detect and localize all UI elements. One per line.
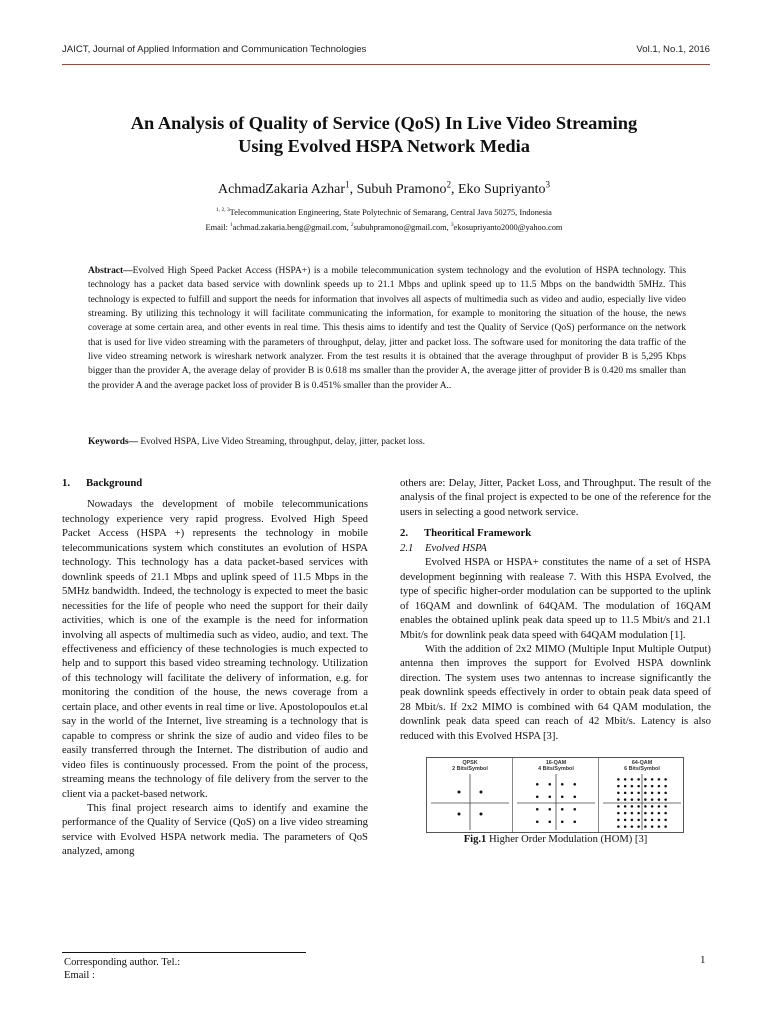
running-head [62, 44, 710, 60]
constellation-point [644, 819, 647, 822]
email-2: subuhpramono@gmail.com, [353, 223, 451, 232]
volume-info: Vol.1, No.1, 2016 [636, 44, 710, 55]
author-sep: , [349, 182, 357, 197]
section-1-paragraph-2: This final project research aims to identify and examine the performance of the Quality of Service (QoS) on a live video streaming service with Evolved HSPA network media. The parameters of QoS analyzed, among [62, 801, 368, 858]
constellation-point [651, 819, 654, 822]
email-3: ekosupriyanto2000@yahoo.com [453, 223, 563, 232]
constellation-point [548, 808, 551, 811]
constellation-point [617, 785, 620, 788]
email-sup-3: 3 [450, 222, 454, 229]
constellation-point [631, 799, 634, 802]
subsection-2-1-title: Evolved HSPA [425, 541, 487, 554]
constellation-point [644, 778, 647, 781]
affiliation-sups: 1, 2, 3 [216, 207, 230, 214]
spacer [62, 490, 368, 497]
constellation-point [536, 821, 539, 824]
author-3-sup: 3 [545, 179, 551, 190]
constellation-point [617, 792, 620, 795]
constellation-point [651, 792, 654, 795]
author-1: AchmadZakaria Azhar [217, 182, 346, 197]
constellation-point [637, 812, 640, 815]
constellation-point [617, 799, 620, 802]
section-1-paragraph-3: others are: Delay, Jitter, Packet Loss, and Throughput. The result of the analysis of the final project is expected to be one of the reference for the users in selecting a good network service. [400, 477, 711, 518]
qam16-bits: 4 Bits/Symbol [538, 766, 574, 773]
constellation-point [658, 799, 661, 802]
subsection-2-1-number: 2.1 [400, 541, 414, 554]
abstract-label: Abstract— [88, 266, 133, 276]
section-2-number: 2. [400, 527, 409, 540]
author-sep: , [451, 182, 458, 197]
section-2-paragraph-1: Evolved HSPA or HSPA+ constitutes the name of a set of HSPA development beginning with realease 7. With this HSPA Evolved, the type of specific higher-order modulation can be supported to the uplink of 16QAM and downlink of 64QAM. The modulation of 16QAM enables the obtained uplink peak data speed up to 11.5 Mbit/s and 21.1 Mbit/s for downlink peak data speed with 64QAM modulation [1]. [400, 556, 711, 641]
qpsk-panel [427, 758, 513, 832]
constellation-point [651, 778, 654, 781]
constellation-point [664, 799, 667, 802]
qam64-panel [599, 758, 685, 832]
section-1-paragraph-1: Nowadays the development of mobile telecommunications technology experience very rapid progress. Evolved High Speed Packet Access (HSPA +) represents the technology in mobile telecommunications system which constitutes an evolution of HSPA technology. This technology has a data packet-based services with downlink speeds of 21.1 Mbps and uplink speed of 11.5 Mbps in the 5MHz bandwidth. Indeed, the technology is expected to meet the basic necessities for the life of people who need the support for their daily activities, which is one of the example is the need for information involving all aspects of multimedia such as video, audio, and text. The effectiveness and efficiency of these technologies is much expected to help and to support this based video streaming technology. Utilization of this technology will facilitate the delivery of information, e.g. for monitoring the condition of the house, the news coverage from a certain place, and other events in real time or live. Apostolopoulos et.al say in the world of the Internet, live streaming is a technology that is capable to compress or shrink the size of audio and video files to be easily transferred through the Internet. The distribution of audio and video files is continuously processed. From the point of the process, streaming means the technology of file delivery from the server to the client via a packet-based network. [62, 498, 368, 800]
email-label: Email: [205, 223, 230, 232]
constellation-point [637, 799, 640, 802]
keywords-label: Keywords— [88, 437, 138, 447]
section-2-paragraph-2: With the addition of 2x2 MIMO (Multiple Input Multiple Output) antenna then improves the support for Evolved HSPA downlink direction. The system uses two antennas to increase significantly the peak downlink speeds effectively in order to obtain peak data speed of 28 Mbit/s. If 2x2 MIMO is combined with 64 QAM modulation, the downlink peak data speed can reach of 42 Mbit/s. Latency is also reduced with this Evolved HSPA [3]. [400, 642, 711, 742]
section-1-heading [62, 476, 368, 490]
constellation-point [624, 778, 627, 781]
figure-1 [426, 757, 684, 833]
constellation-point [658, 805, 661, 808]
constellation-point [644, 826, 647, 829]
constellation-point [644, 785, 647, 788]
right-column [400, 476, 711, 848]
constellation-point [664, 792, 667, 795]
constellation-point [651, 826, 654, 829]
constellation-point [651, 805, 654, 808]
constellation-point [624, 799, 627, 802]
section-1-title: Background [86, 477, 143, 489]
constellation-point [573, 821, 576, 824]
constellation-point [561, 808, 564, 811]
constellation-point [548, 783, 551, 786]
constellation-point [548, 796, 551, 799]
abstract [88, 264, 686, 393]
constellation-point [637, 819, 640, 822]
constellation-point [631, 819, 634, 822]
section-2-heading [400, 526, 711, 540]
constellation-point [651, 799, 654, 802]
title-line-2: Using Evolved HSPA Network Media [238, 136, 530, 156]
constellation-point [617, 812, 620, 815]
constellation-point [617, 826, 620, 829]
subsection-2-1-heading [400, 541, 711, 555]
constellation-point [536, 796, 539, 799]
constellation-point [658, 819, 661, 822]
author-2-sup: 2 [446, 179, 451, 190]
constellation-point [624, 819, 627, 822]
spacer [400, 519, 711, 526]
constellation-point [631, 826, 634, 829]
footnote-corresponding: Corresponding author. Tel.: [64, 957, 181, 968]
constellation-point [658, 785, 661, 788]
constellation-point [631, 792, 634, 795]
email-sup-2: 2 [350, 222, 354, 229]
constellation-point [624, 805, 627, 808]
author-1-sup: 1 [345, 179, 350, 190]
author-2: Subuh Pramono [356, 182, 447, 197]
qpsk-bits: 2 Bits/Symbol [452, 766, 488, 773]
constellation-point [480, 813, 483, 816]
constellation-point [631, 778, 634, 781]
constellation-point [624, 812, 627, 815]
constellation-point [664, 812, 667, 815]
email-sup-1: 1 [229, 222, 233, 229]
paper-title [40, 112, 728, 158]
constellation-point [664, 785, 667, 788]
qam64-name: 64-QAM [631, 760, 653, 767]
constellation-point [536, 783, 539, 786]
page-number: 1 [700, 954, 706, 966]
figure-1-caption-text: Higher Order Modulation (HOM) [3] [486, 834, 648, 846]
constellation-point [573, 783, 576, 786]
footnote-rule [62, 952, 306, 953]
figure-1-caption [400, 833, 711, 847]
constellation-point [573, 796, 576, 799]
constellation-point [658, 792, 661, 795]
qam64-bits: 6 Bits/Symbol [624, 766, 660, 773]
author-3: Eko Supriyanto [458, 182, 546, 197]
constellation-point [561, 796, 564, 799]
email-1: achmad.zakaria.beng@gmail.com, [232, 223, 351, 232]
author-emails [40, 223, 728, 232]
constellation-point [458, 791, 461, 794]
constellation-point [573, 808, 576, 811]
constellation-point [637, 826, 640, 829]
constellation-point [637, 785, 640, 788]
keywords [88, 436, 686, 449]
constellation-point [637, 805, 640, 808]
constellation-point [644, 812, 647, 815]
constellation-point [637, 792, 640, 795]
constellation-point [617, 778, 620, 781]
constellation-point [561, 821, 564, 824]
constellation-point [617, 819, 620, 822]
qam16-constellation [513, 758, 599, 832]
constellation-point [658, 778, 661, 781]
constellation-point [651, 785, 654, 788]
constellation-point [658, 826, 661, 829]
constellation-point [624, 826, 627, 829]
qam16-panel [513, 758, 599, 832]
affiliation [40, 208, 728, 217]
constellation-point [664, 819, 667, 822]
constellation-point [644, 805, 647, 808]
constellation-point [637, 778, 640, 781]
constellation-point [664, 826, 667, 829]
figure-1-caption-label: Fig.1 [463, 834, 487, 846]
constellation-point [644, 792, 647, 795]
section-2-title: Theoritical Framework [424, 527, 532, 540]
footnote-email: Email : [64, 970, 95, 981]
constellation-point [664, 805, 667, 808]
constellation-point [664, 778, 667, 781]
qpsk-constellation [427, 758, 513, 832]
qam16-name: 16-QAM [545, 760, 567, 767]
constellation-point [617, 805, 620, 808]
abstract-text: Evolved High Speed Packet Access (HSPA+) is a mobile telecommunication system technology and the evolution of HSPA technology. This technology has a packet data based service with downlink speeds up to 21.1 Mbps and uplink speed up to 11.5 Mbps on the bandwidth 5MHz. This technology is expected to fulfill and support the needs for information that involves all aspects of multimedia such as video and audio, especially live video streaming. By utilizing this technology it will facilitate communicating the information, for example to monitoring the situation of the house, the news coverage at some certain area, and other events in real time. This thesis aims to identify and test the Quality of Service (QoS) performance on the network that is used for live video streaming with the parameters of throughput, delay, jitter and packet loss. The software used for monitoring the data traffic of the live video streaming network is wireshark network analyzer. From the test results it is obtained that the average throughput of provider B is 5,295 Kbps bigger than the provider A, the average delay of provider B is 0.618 ms smaller than the provider A, the average jitter of provider B is 0.420 ms smaller than the provider A and the average packet loss of provider B is 0.451% smaller than the provider A.. [88, 266, 686, 391]
header-rule [62, 64, 710, 65]
constellation-point [651, 812, 654, 815]
constellation-point [631, 785, 634, 788]
qam64-constellation [599, 758, 685, 832]
constellation-point [644, 799, 647, 802]
constellation-point [561, 783, 564, 786]
affiliation-text: Telecommunication Engineering, State Polytechnic of Semarang, Central Java 50275, Indonesia [229, 208, 552, 217]
left-column [62, 476, 368, 859]
journal-name: JAICT, Journal of Applied Information and Communication Technologies [62, 44, 367, 55]
constellation-point [624, 785, 627, 788]
constellation-point [536, 808, 539, 811]
constellation-point [480, 791, 483, 794]
constellation-point [631, 805, 634, 808]
constellation-point [631, 812, 634, 815]
section-1-number: 1. [62, 477, 71, 489]
constellation-point [458, 813, 461, 816]
constellation-point [624, 792, 627, 795]
keywords-text: Evolved HSPA, Live Video Streaming, throughput, delay, jitter, packet loss. [138, 437, 425, 447]
qpsk-name: QPSK [462, 760, 478, 767]
title-line-1: An Analysis of Quality of Service (QoS) In Live Video Streaming [130, 113, 638, 133]
constellation-point [548, 821, 551, 824]
constellation-point [658, 812, 661, 815]
author-list [40, 179, 728, 198]
